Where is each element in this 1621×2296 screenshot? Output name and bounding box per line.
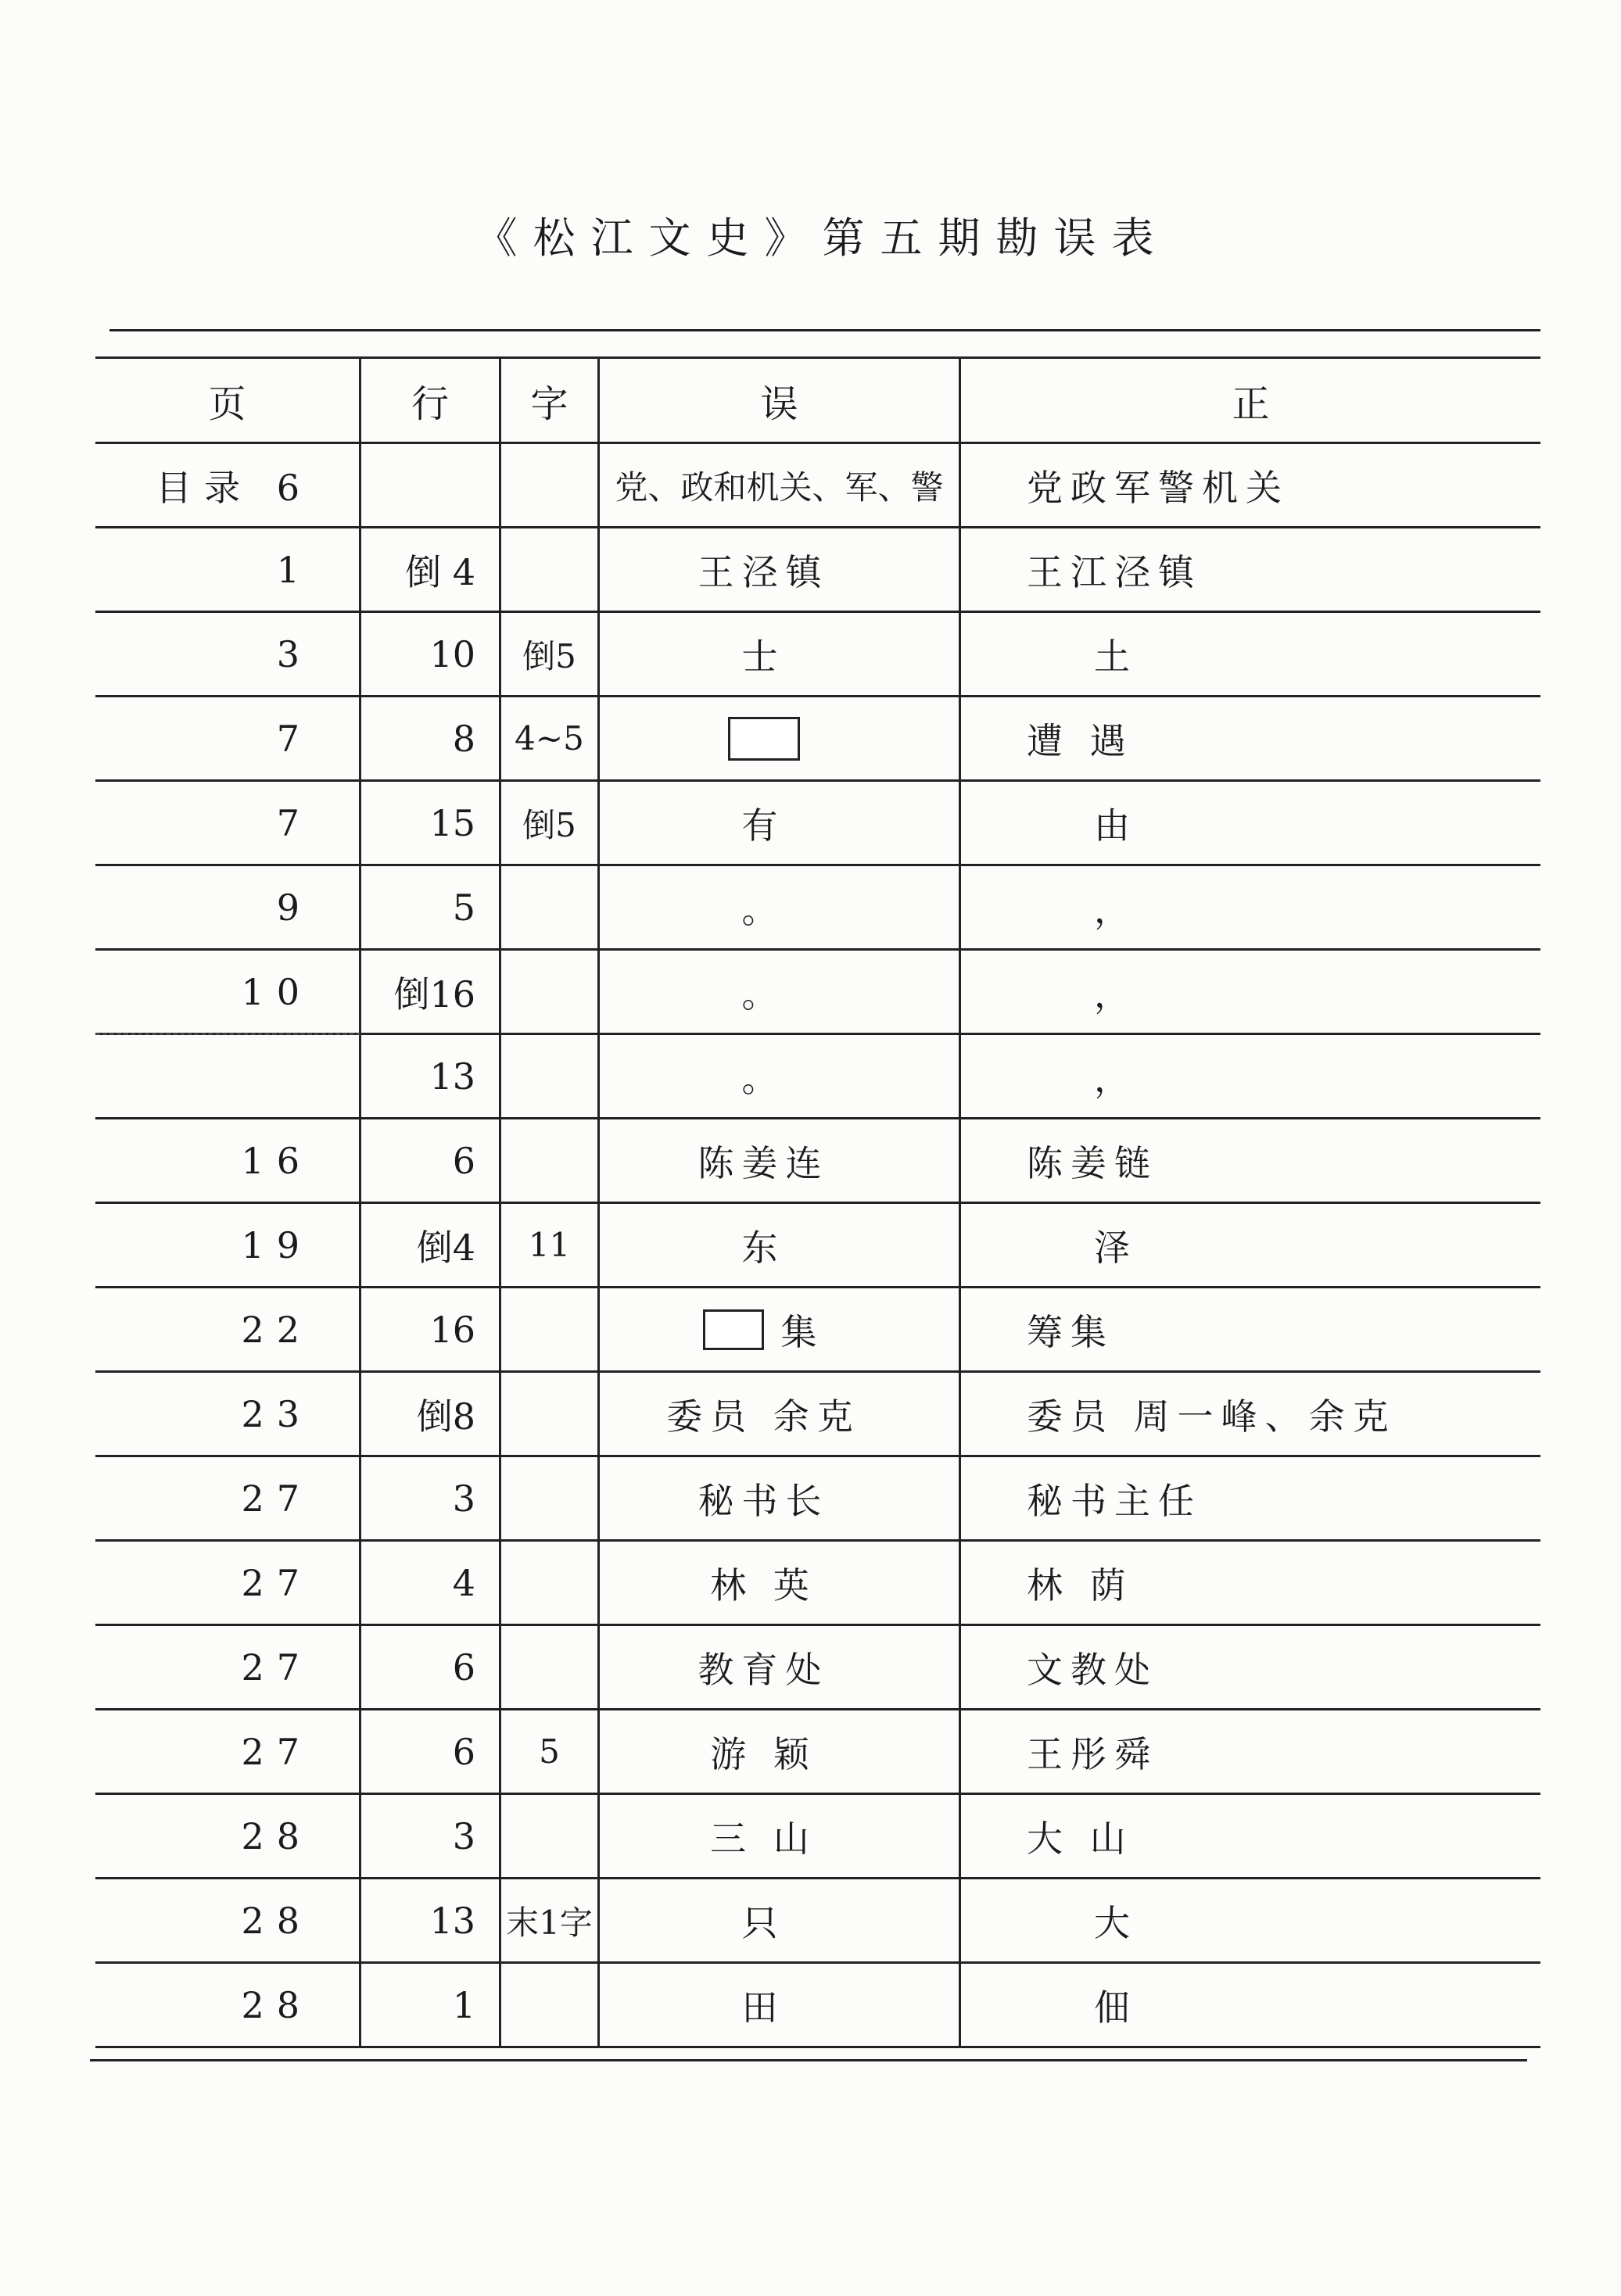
correct-cell (961, 1204, 1540, 1286)
top-rule (109, 329, 1540, 331)
char-cell (501, 1119, 600, 1202)
line-cell (361, 1204, 501, 1286)
correct-text: 党政军警机关 (1027, 466, 1289, 509)
table-row (95, 1035, 1540, 1119)
wrong-text: 教育处 (698, 1648, 830, 1691)
correct-text: 土 (1094, 635, 1138, 678)
wrong-text: 田 (741, 1986, 786, 2029)
wrong-cell (600, 1964, 961, 2046)
wrong-cell (600, 1710, 961, 1793)
wrong-cell (600, 1373, 961, 1455)
wrong-cell (600, 1542, 961, 1624)
correct-cell (961, 1035, 1540, 1117)
page-text: 27 (241, 1730, 312, 1773)
table-row (95, 697, 1540, 782)
line-text: 10 (429, 632, 475, 675)
wrong-text: 集 (780, 1310, 825, 1353)
correct-text: 大 (1094, 1901, 1138, 1944)
correct-cell (961, 866, 1540, 948)
correct-cell (961, 697, 1540, 779)
wrong-cell (600, 1795, 961, 1877)
char-cell (501, 1710, 600, 1793)
table-row (95, 1964, 1540, 2048)
wrong-cell (600, 866, 961, 948)
correct-cell (961, 1288, 1540, 1370)
char-cell (501, 1626, 600, 1708)
blank-box (703, 1309, 764, 1350)
table-row (95, 1626, 1540, 1710)
header-line: 行 (361, 359, 501, 442)
table-row (95, 1373, 1540, 1457)
correct-cell (961, 782, 1540, 864)
wrong-text: 。 (741, 1057, 786, 1100)
wrong-text: 游 颖 (710, 1732, 817, 1775)
page-cell (95, 1710, 361, 1793)
correct-text: 文教处 (1027, 1648, 1158, 1691)
line-text: 13 (429, 1055, 475, 1098)
line-cell (361, 1035, 501, 1117)
correct-cell (961, 1710, 1540, 1793)
table-row (95, 444, 1540, 528)
wrong-cell (600, 951, 961, 1033)
wrong-cell (600, 1626, 961, 1708)
char-cell (501, 444, 600, 526)
header-char: 字 (501, 359, 600, 442)
line-cell (361, 1710, 501, 1793)
char-cell (501, 1542, 600, 1624)
page-cell (95, 1204, 361, 1286)
char-cell (501, 613, 600, 695)
line-text: 6 (452, 1139, 475, 1182)
line-cell (361, 1879, 501, 1961)
char-cell (501, 951, 600, 1033)
page-cell (95, 1879, 361, 1961)
page-cell (95, 1626, 361, 1708)
line-text: 1 (452, 1983, 475, 2026)
line-text: 3 (452, 1477, 475, 1520)
table-body (95, 444, 1540, 2048)
page-cell (95, 1964, 361, 2046)
wrong-cell (600, 1119, 961, 1202)
line-cell (361, 1626, 501, 1708)
line-cell (361, 613, 501, 695)
wrong-text: 。 (741, 888, 786, 931)
line-cell (361, 951, 501, 1033)
page-text: 9 (276, 886, 312, 929)
line-cell (361, 1542, 501, 1624)
header-page: 页 (95, 359, 361, 442)
wrong-cell (600, 613, 961, 695)
wrong-text: 王泾镇 (698, 550, 830, 593)
table-row (95, 613, 1540, 697)
page-cell (95, 1035, 361, 1117)
wrong-cell (600, 1879, 961, 1961)
correct-cell (961, 444, 1540, 526)
page-text: 7 (276, 717, 312, 760)
page-text: 22 (241, 1308, 312, 1351)
correct-text: 泽 (1094, 1226, 1138, 1269)
char-cell (501, 866, 600, 948)
char-cell (501, 1795, 600, 1877)
line-cell (361, 1964, 501, 2046)
wrong-text: 林 英 (710, 1564, 817, 1606)
char-text: 末1字 (506, 1903, 593, 1942)
correct-cell (961, 1373, 1540, 1455)
page-text: 27 (241, 1646, 312, 1689)
table-row (95, 1879, 1540, 1964)
correct-text: 遭 遇 (1027, 719, 1134, 762)
page-cell (95, 782, 361, 864)
table-row (95, 951, 1540, 1035)
errata-table (95, 356, 1540, 2048)
page-cell (95, 528, 361, 611)
char-cell (501, 1879, 600, 1961)
table-row (95, 1288, 1540, 1373)
table-row (95, 1457, 1540, 1542)
char-cell (501, 1204, 600, 1286)
page-cell (95, 1542, 361, 1624)
line-cell (361, 866, 501, 948)
page-cell (95, 1288, 361, 1370)
page-text: 28 (241, 1899, 312, 1942)
table-header (95, 359, 1540, 444)
line-cell (361, 1373, 501, 1455)
wrong-cell (600, 697, 961, 779)
page-text: 目录 6 (156, 466, 312, 509)
char-text: 倒5 (522, 805, 576, 844)
line-cell (361, 1457, 501, 1539)
correct-text: 林 荫 (1027, 1564, 1134, 1606)
correct-cell (961, 1542, 1540, 1624)
table-row (95, 1204, 1540, 1288)
line-text: 倒16 (393, 972, 475, 1015)
correct-text: 筹集 (1027, 1310, 1114, 1353)
line-text: 16 (429, 1308, 475, 1351)
line-cell (361, 528, 501, 611)
page-text: 16 (241, 1139, 312, 1182)
table-row (95, 528, 1540, 613)
page-cell (95, 1119, 361, 1202)
correct-text: ， (1094, 888, 1138, 931)
page-text: 19 (241, 1223, 312, 1266)
line-text: 5 (452, 886, 475, 929)
wrong-cell (600, 782, 961, 864)
wrong-cell (600, 1288, 961, 1370)
wrong-text: 党、政和机关、军、警 (615, 467, 944, 507)
page-text: 27 (241, 1561, 312, 1604)
char-cell (501, 782, 600, 864)
correct-cell (961, 1457, 1540, 1539)
page-text: 7 (276, 801, 312, 844)
page-cell (95, 951, 361, 1035)
line-cell (361, 444, 501, 526)
line-cell (361, 1288, 501, 1370)
bottom-rule (90, 2059, 1527, 2061)
wrong-text: 委员 余克 (666, 1395, 861, 1438)
table-row (95, 1795, 1540, 1879)
page-cell (95, 1457, 361, 1539)
table-row (95, 866, 1540, 951)
char-text: 倒5 (522, 636, 576, 675)
line-text: 8 (452, 717, 475, 760)
page-title: 《松江文史》第五期勘误表 (475, 213, 1170, 263)
char-cell (501, 1457, 600, 1539)
correct-text: 王江泾镇 (1027, 550, 1202, 593)
correct-text: 秘书主任 (1027, 1479, 1202, 1522)
char-cell (501, 1373, 600, 1455)
wrong-cell (600, 444, 961, 526)
line-cell (361, 782, 501, 864)
char-cell (501, 1964, 600, 2046)
correct-text: 大 山 (1027, 1817, 1134, 1860)
correct-cell (961, 528, 1540, 611)
page-text: 1 (276, 548, 312, 591)
correct-text: ， (1094, 1057, 1138, 1100)
wrong-text: 只 (741, 1901, 786, 1944)
line-text: 6 (452, 1646, 475, 1689)
char-cell (501, 1288, 600, 1370)
wrong-text: 秘书长 (698, 1479, 830, 1522)
wrong-text: 士 (741, 635, 786, 678)
wrong-cell (600, 1035, 961, 1117)
wrong-text: 。 (741, 972, 786, 1015)
header-wrong: 误 (600, 359, 961, 442)
page-cell (95, 613, 361, 695)
page-text: 28 (241, 1814, 312, 1857)
correct-cell (961, 613, 1540, 695)
char-text: 5 (539, 1732, 560, 1771)
correct-text: ， (1094, 972, 1138, 1015)
line-text: 倒8 (416, 1395, 475, 1438)
page-text: 28 (241, 1983, 312, 2026)
correct-cell (961, 1964, 1540, 2046)
correct-text: 委员 周一峰、余克 (1027, 1395, 1397, 1438)
blank-box (728, 717, 800, 761)
table-row (95, 1119, 1540, 1204)
line-text: 4 (452, 1561, 475, 1604)
char-text: 11 (528, 1226, 571, 1264)
char-cell (501, 528, 600, 611)
line-cell (361, 697, 501, 779)
correct-cell (961, 1119, 1540, 1202)
line-text: 6 (452, 1730, 475, 1773)
page-cell (95, 1373, 361, 1455)
page-cell (95, 444, 361, 526)
wrong-text: 东 (741, 1226, 786, 1269)
wrong-text: 有 (741, 804, 786, 847)
correct-text: 由 (1094, 804, 1138, 847)
line-text: 15 (429, 801, 475, 844)
table-row (95, 782, 1540, 866)
page-text: 10 (241, 970, 312, 1013)
char-cell (501, 697, 600, 779)
line-text: 13 (429, 1899, 475, 1942)
page-cell (95, 697, 361, 779)
char-text: 4~5 (515, 719, 584, 758)
page-text: 23 (241, 1392, 312, 1435)
line-text: 3 (452, 1814, 475, 1857)
header-correct: 正 (1232, 381, 1270, 426)
correct-cell (961, 1879, 1540, 1961)
table-row (95, 1542, 1540, 1626)
wrong-cell (600, 1457, 961, 1539)
char-cell (501, 1035, 600, 1117)
wrong-cell (600, 1204, 961, 1286)
correct-cell (961, 1626, 1540, 1708)
line-text: 倒4 (416, 1226, 475, 1269)
wrong-cell (600, 528, 961, 611)
line-text: 倒 4 (405, 550, 475, 593)
page-cell (95, 866, 361, 948)
page-text: 27 (241, 1477, 312, 1520)
correct-text: 佃 (1094, 1986, 1138, 2029)
page-text: 3 (276, 632, 312, 675)
correct-cell (961, 951, 1540, 1033)
table-row (95, 1710, 1540, 1795)
line-cell (361, 1119, 501, 1202)
wrong-text: 三 山 (710, 1817, 817, 1860)
correct-text: 陈姜链 (1027, 1141, 1158, 1184)
correct-text: 王彤舜 (1027, 1732, 1158, 1775)
line-cell (361, 1795, 501, 1877)
page-cell (95, 1795, 361, 1877)
correct-cell (961, 1795, 1540, 1877)
wrong-text: 陈姜连 (698, 1141, 830, 1184)
